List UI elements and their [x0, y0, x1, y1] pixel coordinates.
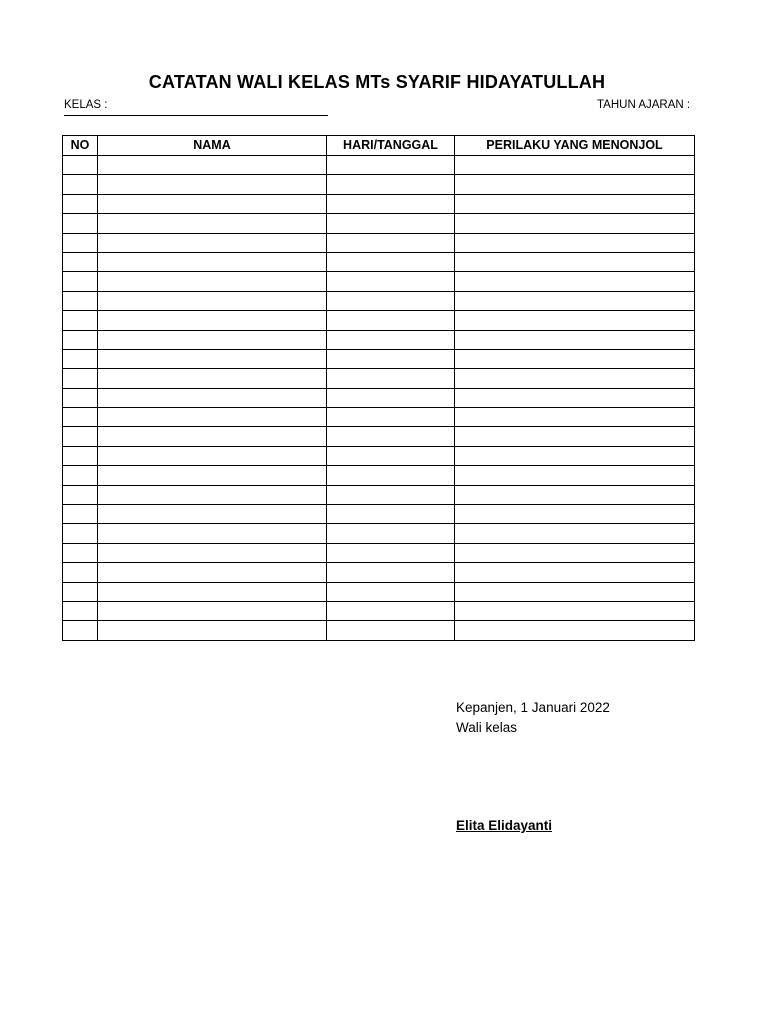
cell-perilaku — [455, 330, 695, 349]
cell-perilaku — [455, 485, 695, 504]
cell-hari-tanggal — [327, 194, 455, 213]
cell-perilaku — [455, 466, 695, 485]
table-row — [63, 485, 695, 504]
cell-no — [63, 485, 98, 504]
cell-nama — [98, 601, 327, 620]
cell-no — [63, 621, 98, 640]
table-row — [63, 388, 695, 407]
signature-name: Elita Elidayanti — [456, 818, 553, 833]
cell-perilaku — [455, 311, 695, 330]
header-hari-tanggal: HARI/TANGGAL — [327, 136, 455, 156]
tahun-ajaran-label: TAHUN AJARAN : — [597, 99, 691, 111]
cell-nama — [98, 408, 327, 427]
cell-perilaku — [455, 505, 695, 524]
cell-perilaku — [455, 369, 695, 388]
cell-hari-tanggal — [327, 233, 455, 252]
record-table — [62, 135, 695, 641]
cell-no — [63, 214, 98, 233]
cell-hari-tanggal — [327, 427, 455, 446]
cell-perilaku — [455, 194, 695, 213]
cell-hari-tanggal — [327, 466, 455, 485]
table-row — [63, 156, 695, 175]
table-row — [63, 214, 695, 233]
table-row — [63, 466, 695, 485]
cell-perilaku — [455, 252, 695, 271]
table-row — [63, 252, 695, 271]
cell-nama — [98, 156, 327, 175]
cell-no — [63, 233, 98, 252]
cell-no — [63, 272, 98, 291]
cell-perilaku — [455, 427, 695, 446]
cell-no — [63, 446, 98, 465]
table-row — [63, 272, 695, 291]
table-row — [63, 505, 695, 524]
cell-perilaku — [455, 233, 695, 252]
cell-nama — [98, 543, 327, 562]
cell-no — [63, 156, 98, 175]
cell-nama — [98, 252, 327, 271]
table-row — [63, 621, 695, 640]
cell-nama — [98, 311, 327, 330]
cell-no — [63, 369, 98, 388]
cell-nama — [98, 214, 327, 233]
cell-hari-tanggal — [327, 311, 455, 330]
cell-hari-tanggal — [327, 369, 455, 388]
kelas-fill-line — [64, 115, 328, 116]
cell-nama — [98, 582, 327, 601]
cell-nama — [98, 349, 327, 368]
header-perilaku: PERILAKU YANG MENONJOL — [455, 136, 695, 156]
cell-no — [63, 330, 98, 349]
cell-hari-tanggal — [327, 621, 455, 640]
cell-nama — [98, 194, 327, 213]
table-row — [63, 543, 695, 562]
header-nama: NAMA — [98, 136, 327, 156]
cell-perilaku — [455, 175, 695, 194]
table-body — [63, 156, 695, 641]
cell-nama — [98, 330, 327, 349]
cell-no — [63, 563, 98, 582]
cell-perilaku — [455, 291, 695, 310]
cell-nama — [98, 563, 327, 582]
table-row — [63, 427, 695, 446]
cell-nama — [98, 272, 327, 291]
cell-hari-tanggal — [327, 330, 455, 349]
cell-nama — [98, 233, 327, 252]
cell-nama — [98, 466, 327, 485]
cell-hari-tanggal — [327, 349, 455, 368]
cell-hari-tanggal — [327, 272, 455, 291]
cell-nama — [98, 175, 327, 194]
cell-hari-tanggal — [327, 524, 455, 543]
cell-hari-tanggal — [327, 156, 455, 175]
cell-hari-tanggal — [327, 214, 455, 233]
cell-hari-tanggal — [327, 582, 455, 601]
header-no: NO — [63, 136, 98, 156]
cell-perilaku — [455, 543, 695, 562]
cell-no — [63, 582, 98, 601]
table-row — [63, 446, 695, 465]
cell-nama — [98, 291, 327, 310]
cell-nama — [98, 485, 327, 504]
table-row — [63, 563, 695, 582]
cell-nama — [98, 524, 327, 543]
cell-perilaku — [455, 408, 695, 427]
cell-perilaku — [455, 446, 695, 465]
cell-perilaku — [455, 621, 695, 640]
cell-perilaku — [455, 272, 695, 291]
table-row — [63, 524, 695, 543]
table-row — [63, 330, 695, 349]
cell-nama — [98, 505, 327, 524]
table-row — [63, 194, 695, 213]
signature-place-date: Kepanjen, 1 Januari 2022 — [456, 700, 610, 715]
cell-no — [63, 175, 98, 194]
table-row — [63, 369, 695, 388]
cell-no — [63, 524, 98, 543]
cell-perilaku — [455, 349, 695, 368]
cell-nama — [98, 388, 327, 407]
cell-hari-tanggal — [327, 543, 455, 562]
cell-perilaku — [455, 582, 695, 601]
cell-perilaku — [455, 524, 695, 543]
table-row — [63, 311, 695, 330]
cell-hari-tanggal — [327, 388, 455, 407]
cell-nama — [98, 621, 327, 640]
cell-no — [63, 601, 98, 620]
cell-no — [63, 408, 98, 427]
document-title: CATATAN WALI KELAS MTs SYARIF HIDAYATULLAH — [148, 72, 606, 92]
cell-no — [63, 505, 98, 524]
cell-no — [63, 427, 98, 446]
cell-perilaku — [455, 156, 695, 175]
cell-no — [63, 252, 98, 271]
table-header-row — [63, 136, 695, 156]
cell-hari-tanggal — [327, 291, 455, 310]
table-row — [63, 582, 695, 601]
table-row — [63, 408, 695, 427]
cell-perilaku — [455, 601, 695, 620]
cell-no — [63, 194, 98, 213]
cell-hari-tanggal — [327, 252, 455, 271]
table-row — [63, 175, 695, 194]
cell-hari-tanggal — [327, 485, 455, 504]
cell-hari-tanggal — [327, 175, 455, 194]
cell-perilaku — [455, 388, 695, 407]
cell-no — [63, 349, 98, 368]
cell-nama — [98, 427, 327, 446]
cell-hari-tanggal — [327, 505, 455, 524]
table-row — [63, 233, 695, 252]
cell-no — [63, 311, 98, 330]
cell-nama — [98, 369, 327, 388]
cell-no — [63, 466, 98, 485]
table-row — [63, 291, 695, 310]
kelas-label: KELAS : — [64, 99, 108, 111]
cell-hari-tanggal — [327, 601, 455, 620]
cell-hari-tanggal — [327, 408, 455, 427]
cell-nama — [98, 446, 327, 465]
table-row — [63, 601, 695, 620]
table-row — [63, 349, 695, 368]
cell-perilaku — [455, 563, 695, 582]
cell-no — [63, 291, 98, 310]
cell-no — [63, 388, 98, 407]
cell-no — [63, 543, 98, 562]
cell-hari-tanggal — [327, 446, 455, 465]
cell-perilaku — [455, 214, 695, 233]
signature-role: Wali kelas — [456, 720, 518, 735]
cell-hari-tanggal — [327, 563, 455, 582]
